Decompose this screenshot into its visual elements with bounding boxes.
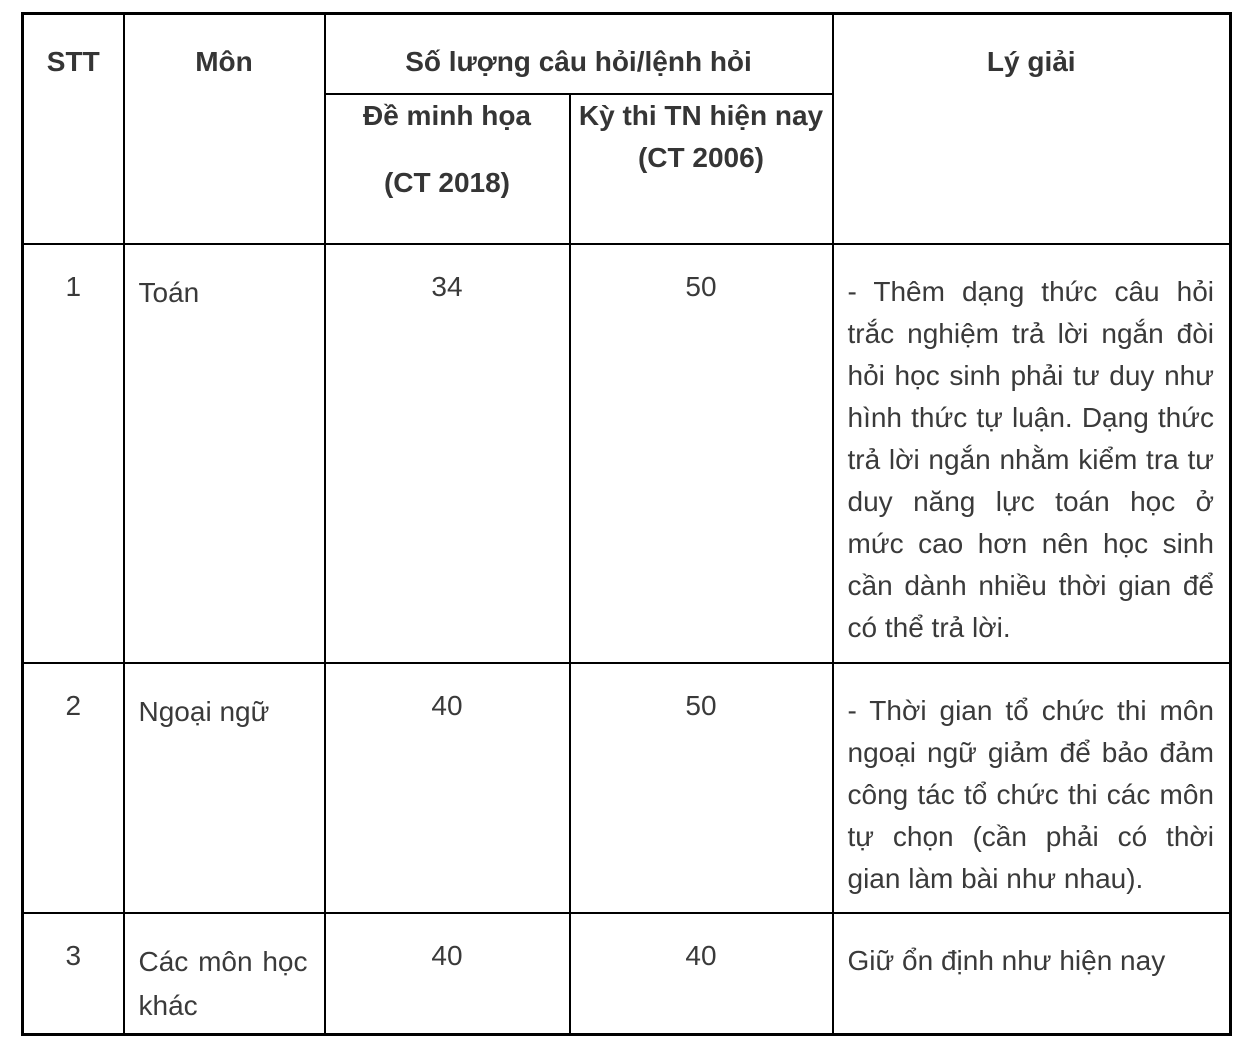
cell-de-minh-hoa-count: 40 (325, 663, 570, 913)
col-header-ly-giai: Lý giải (833, 14, 1231, 244)
subheader-de-minh-hoa-line1: Đề minh họa (362, 99, 531, 131)
subheader-ky-thi-line2: (CT 2006) (637, 141, 765, 173)
cell-ky-thi-tn-count: 40 (570, 913, 833, 1035)
cell-de-minh-hoa-count: 40 (325, 913, 570, 1035)
col-subheader-ky-thi-tn (570, 94, 833, 244)
subheader-ky-thi-line1: Kỳ thi TN hiện nay (578, 99, 824, 131)
table-row-ngoai-ngu (23, 663, 1231, 913)
cell-stt: 1 (23, 244, 124, 663)
col-header-question-count-group: Số lượng câu hỏi/lệnh hỏi (325, 14, 833, 94)
subheader-de-minh-hoa-line2: (CT 2018) (383, 166, 511, 198)
cell-ly-giai: Giữ ổn định như hiện nay (833, 913, 1231, 1035)
header-row-group (23, 14, 1231, 94)
table-row-toan (23, 244, 1231, 663)
cell-de-minh-hoa-count: 34 (325, 244, 570, 663)
col-subheader-de-minh-hoa (325, 94, 570, 244)
cell-ky-thi-tn-count: 50 (570, 663, 833, 913)
exam-question-comparison-table (21, 12, 1232, 1036)
cell-mon: Ngoại ngữ (124, 663, 325, 913)
cell-ly-giai: - Thêm dạng thức câu hỏi trắc nghiệm trả lời ngắn đòi hỏi học sinh phải tư duy như hình thức tự luận. Dạng thức trả lời ngắn nhằm kiểm tra tư duy năng lực toán học ở mức cao hơn nên học sinh cần dành nhiều thời gian để có thể trả lời. (833, 244, 1231, 663)
cell-stt: 2 (23, 663, 124, 913)
col-header-stt: STT (23, 14, 124, 244)
cell-ly-giai: - Thời gian tổ chức thi môn ngoại ngữ giảm để bảo đảm công tác tổ chức thi các môn tự chọn (cần phải có thời gian làm bài như nhau). (833, 663, 1231, 913)
cell-ky-thi-tn-count: 50 (570, 244, 833, 663)
cell-stt: 3 (23, 913, 124, 1035)
table-row-cac-mon-hoc-khac (23, 913, 1231, 1035)
cell-mon: Các môn học khác (124, 913, 325, 1035)
col-header-mon: Môn (124, 14, 325, 244)
cell-mon: Toán (124, 244, 325, 663)
